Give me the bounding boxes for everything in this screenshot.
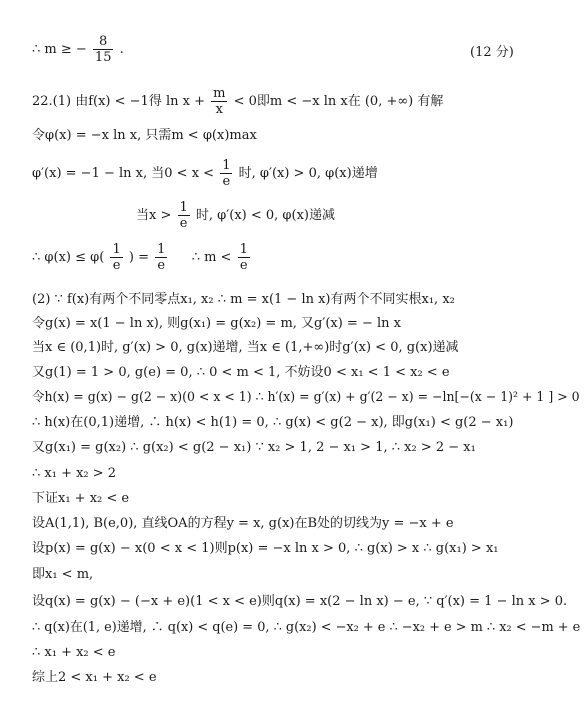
fraction [93,34,114,65]
solution-line: 设p(x) = g(x) − x(0 < x < 1)则p(x) = −x ln x > 0, ∴ g(x) > x ∴ g(x₁) > x₁ [32,541,499,556]
fraction-numerator: 1 [222,158,231,173]
m-bound-line [32,34,124,65]
fraction [238,242,250,273]
text-segment: 时, φ′(x) < 0, φ(x)递减 [195,208,335,223]
text-segment: ∴ φ(x) ≤ φ( [32,250,105,265]
fraction-denominator: e [179,216,188,231]
score-label: (12 分) [470,45,514,60]
fraction-denominator: e [239,258,248,273]
solution-line: 又g(x₁) = g(x₂) ∴ g(x₂) < g(2 − x₁) ∵ x₂ > 1, 2 − x₁ > 1, ∴ x₂ > 2 − x₁ [32,440,476,455]
solution-line: 当x ∈ (0,1)时, g′(x) > 0, g(x)递增, 当x ∈ (1,+∞)时g′(x) < 0, g(x)递减 [32,340,459,355]
text-segment: 当x > [136,208,172,223]
m-bound-suffix: . [119,42,124,57]
solution-line: 又g(1) = 1 > 0, g(e) = 0, ∴ 0 < m < 1, 不妨设0 < x₁ < 1 < x₂ < e [32,365,450,380]
solution-line: 下证x₁ + x₂ < e [32,491,130,506]
problem-22-part1-line [32,86,443,117]
fraction-denominator: e [112,258,121,273]
solution-line: 令φ(x) = −x ln x, 只需m < φ(x)max [32,128,257,143]
fraction [220,158,232,189]
derivative-line [32,158,378,189]
fraction-numerator: 1 [179,200,188,215]
fraction-denominator: e [157,258,166,273]
solution-line: ∴ q(x)在(1, e)递增, ∴ q(x) < q(e) = 0, ∴ g(x₂) < −x₂ + e ∴ −x₂ + e > m ∴ x₂ < −m + e [32,620,581,635]
solution-line: ∴ h(x)在(0,1)递增, ∴ h(x) < h(1) = 0, ∴ g(x) < g(2 − x), 即g(x₁) < g(2 − x₁) [32,415,514,430]
solution-line: ∴ x₁ + x₂ > 2 [32,466,117,481]
solution-line: 令g(x) = x(1 − ln x), 则g(x₁) = g(x₂) = m, 又g′(x) = − ln x [32,316,401,331]
fraction-denominator: e [222,174,231,189]
fraction-denominator: 15 [94,50,112,65]
text-segment: φ′(x) = −1 − ln x, 当0 < x < [32,166,215,181]
solution-line: (2) ∵ f(x)有两个不同零点x₁, x₂ ∴ m = x(1 − ln x)有两个不同实根x₁, x₂ [32,292,455,307]
fraction-denominator: x [215,102,223,117]
fraction-numerator: 1 [112,242,121,257]
fraction-numerator: 1 [157,242,166,257]
text-segment: < 0即m < −x ln x在 (0, +∞) 有解 [233,94,444,109]
fraction-numerator: 8 [93,34,114,50]
solution-line: 即x₁ < m, [32,567,94,582]
text-segment: 时, φ′(x) > 0, φ(x)递增 [238,166,378,181]
m-bound-prefix: ∴ m ≥ − [32,42,87,57]
text-segment: 22.(1) 由f(x) < −1得 ln x + [32,94,205,109]
fraction [155,242,167,273]
solution-line: 设A(1,1), B(e,0), 直线OA的方程y = x, g(x)在B处的切线为y = −x + e [32,516,454,531]
conclusion-line: 综上2 < x₁ + x₂ < e [32,670,157,685]
text-segment: ) = [128,250,149,265]
solution-line: 令h(x) = g(x) − g(2 − x)(0 < x < 1) ∴ h′(x) = g′(x) + g′(2 − x) = −ln[−(x − 1)² + 1 ] > 0 [32,390,580,405]
fraction-numerator: m [213,86,226,101]
solution-line: ∴ x₁ + x₂ < e [32,645,116,660]
fraction [110,242,122,273]
fraction [178,200,190,231]
max-value-line [32,242,252,273]
text-segment: ∴ m < [191,250,232,265]
fraction-numerator: 1 [239,242,248,257]
fraction [211,86,227,117]
solution-line: 设q(x) = g(x) − (−x + e)(1 < x < e)则q(x) = x(2 − ln x) − e, ∵ q′(x) = 1 − ln x > 0. [32,594,568,609]
decreasing-line [136,200,335,231]
